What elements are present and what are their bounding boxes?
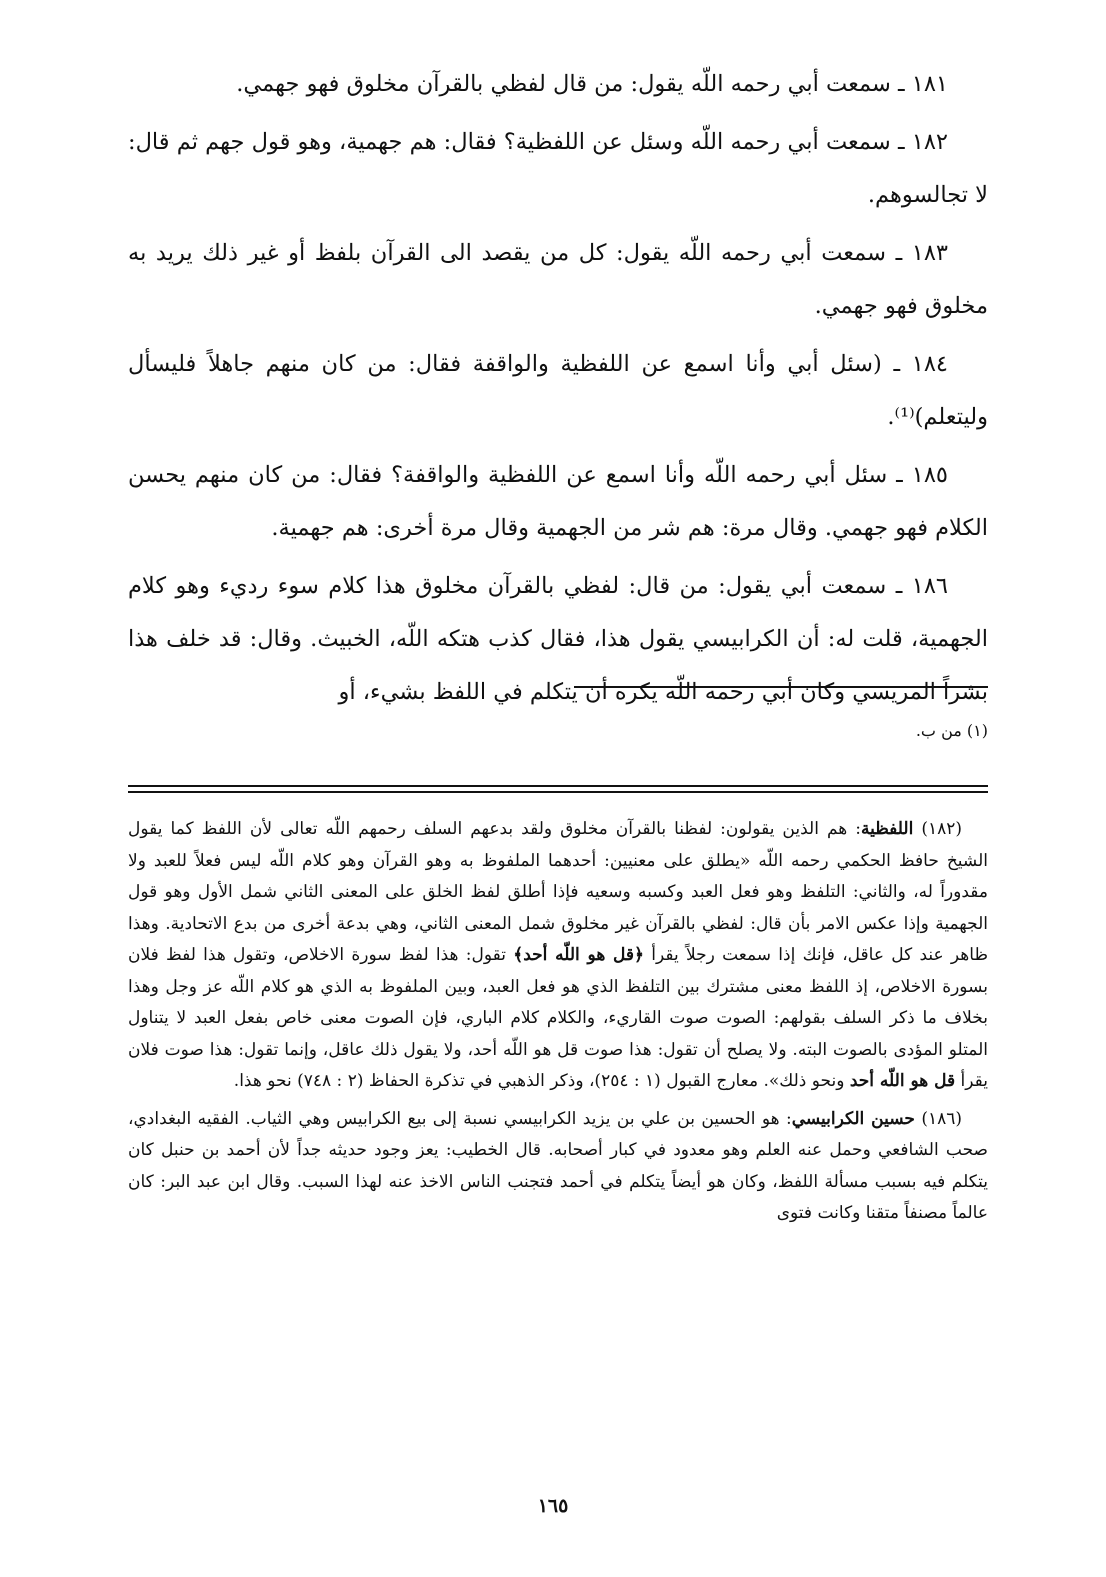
note-term: اللفظية [860, 819, 914, 839]
note-182 [128, 814, 988, 1098]
paragraph-182: ١٨٢ ـ سمعت أبي رحمه اللّه وسئل عن اللفظية؟ فقال: هم جهمية، وهو قول جهم ثم قال: لا تجالسوهم. [128, 129, 988, 208]
paragraph-181: ١٨١ ـ سمعت أبي رحمه اللّه يقول: من قال لفظي بالقرآن مخلوق فهو جهمي. [236, 71, 948, 97]
paragraph-185: ١٨٥ ـ سئل أبي رحمه اللّه وأنا اسمع عن اللفظية والواقفة؟ فقال: من كان منهم يحسن الكلام فهو جهمي. وقال مرة: هم شر من الجهمية وقال مرة أخرى: هم جهمية. [128, 462, 988, 541]
paragraph-186: ١٨٦ ـ سمعت أبي يقول: من قال: لفظي بالقرآن مخلوق هذا كلام سوء رديء وهو كلام الجهمية، قلت له: أن الكرابيسي يقول هذا، فقال كذب هتكه اللّه، الخبيث. وقال: قد خلف هذا بشراً المريسي وكان أبي رحمه اللّه يكره أن يتكلم في اللفظ بشيء، أو [128, 573, 988, 705]
note-text: : هو الحسين بن علي بن يزيد الكرابيسي نسبة إلى بيع الكرابيس وهي الثياب. الفقيه البغدادي، صحب الشافعي وحمل عنه العلم وهو معدود في كبار أصحابه. قال الخطيب: يعز وجود حديثه جداً لأن أحمد بن حنبل كان يتكلم فيه بسبب مسألة اللفظ، وكان هو أيضاً يتكلم في أحمد فتجنب الناس الاخذ عنه لهذا السبب. وقال ابن عبد البر: كان عالماً مصنفاً متقنا وكانت فتوى [128, 1108, 988, 1223]
notes-divider [128, 785, 988, 793]
note-text: ونحو ذلك». معارج القبول (١ : ٢٥٤)، وذكر الذهبي في تذكرة الحفاظ (٢ : ٧٤٨) نحو هذا. [233, 1071, 850, 1091]
note-text: تقول: هذا لفظ سورة الاخلاص، وتقول هذا لفظ فلان بسورة الاخلاص، إذ اللفظ معنى مشترك بين التلفظ الذي هو فعل العبد، وبين الملفوظ به الذي هو كلام اللّه عز وجل وهذا بخلاف ما ذكر السلف بقولهم: الصوت صوت القاريء، والكلام كلام الباري، فإن الصوت معنى خاص بفعل العبد لا يتناول المتلو المؤدى بالصوت البته. ولا يصلح أن تقول: هذا صوت قل هو اللّه أحد، ولا يقول ذلك عاقل، وإنما تقول: هذا صوت فلان يقرأ [128, 945, 988, 1091]
note-ref: (١٨٦) [921, 1108, 962, 1129]
paragraph-184: ١٨٤ ـ (سئل أبي وأنا اسمع عن اللفظية والواقفة فقال: من كان منهم جاهلاً فليسأل وليتعلم)⁽¹⁾. [128, 351, 988, 430]
note-text: : هم الذين يقولون: لفظنا بالقرآن مخلوق ولقد بدعهم السلف رحمهم اللّه تعالى لأن اللفظ كما يقول الشيخ حافظ الحكمي رحمه اللّه «يطلق على معنيين: أحدهما الملفوظ به وهو القرآن وهو كلام اللّه ليس فعلاً للعبد ولا مقدوراً له، والثاني: التلفظ وهو فعل العبد وكسبه وسعيه فإذا أطلق لفظ الخلق على المعنى الثاني شمل الأول وهو قول الجهمية وإذا عكس الامر بأن قال: لفظي بالقرآن غير مخلوق شمل المعنى الثاني، وهي بدعة أخرى من بدع الاتحادية. وهذا ظاهر عند كل عاقل، فإنك إذا سمعت رجلاً يقرأ [128, 819, 988, 965]
footnote: (١) من ب. [915, 721, 988, 740]
paragraph-183: ١٨٣ ـ سمعت أبي رحمه اللّه يقول: كل من يقصد الى القرآن بلفظ أو غير ذلك يريد به مخلوق فهو جهمي. [128, 240, 988, 319]
commentary-notes [128, 814, 988, 1236]
footnote-divider [574, 686, 988, 688]
main-text [128, 58, 988, 724]
quran-verse: قل هو اللّه أحد [849, 1071, 956, 1091]
note-term: حسين الكرابيسي [791, 1108, 915, 1129]
note-ref: (١٨٢) [921, 819, 962, 839]
quran-verse: ﴿قل هو اللّه أحد﴾ [513, 945, 645, 965]
page-number: ١٦٥ [537, 1495, 569, 1517]
note-186 [128, 1104, 988, 1230]
